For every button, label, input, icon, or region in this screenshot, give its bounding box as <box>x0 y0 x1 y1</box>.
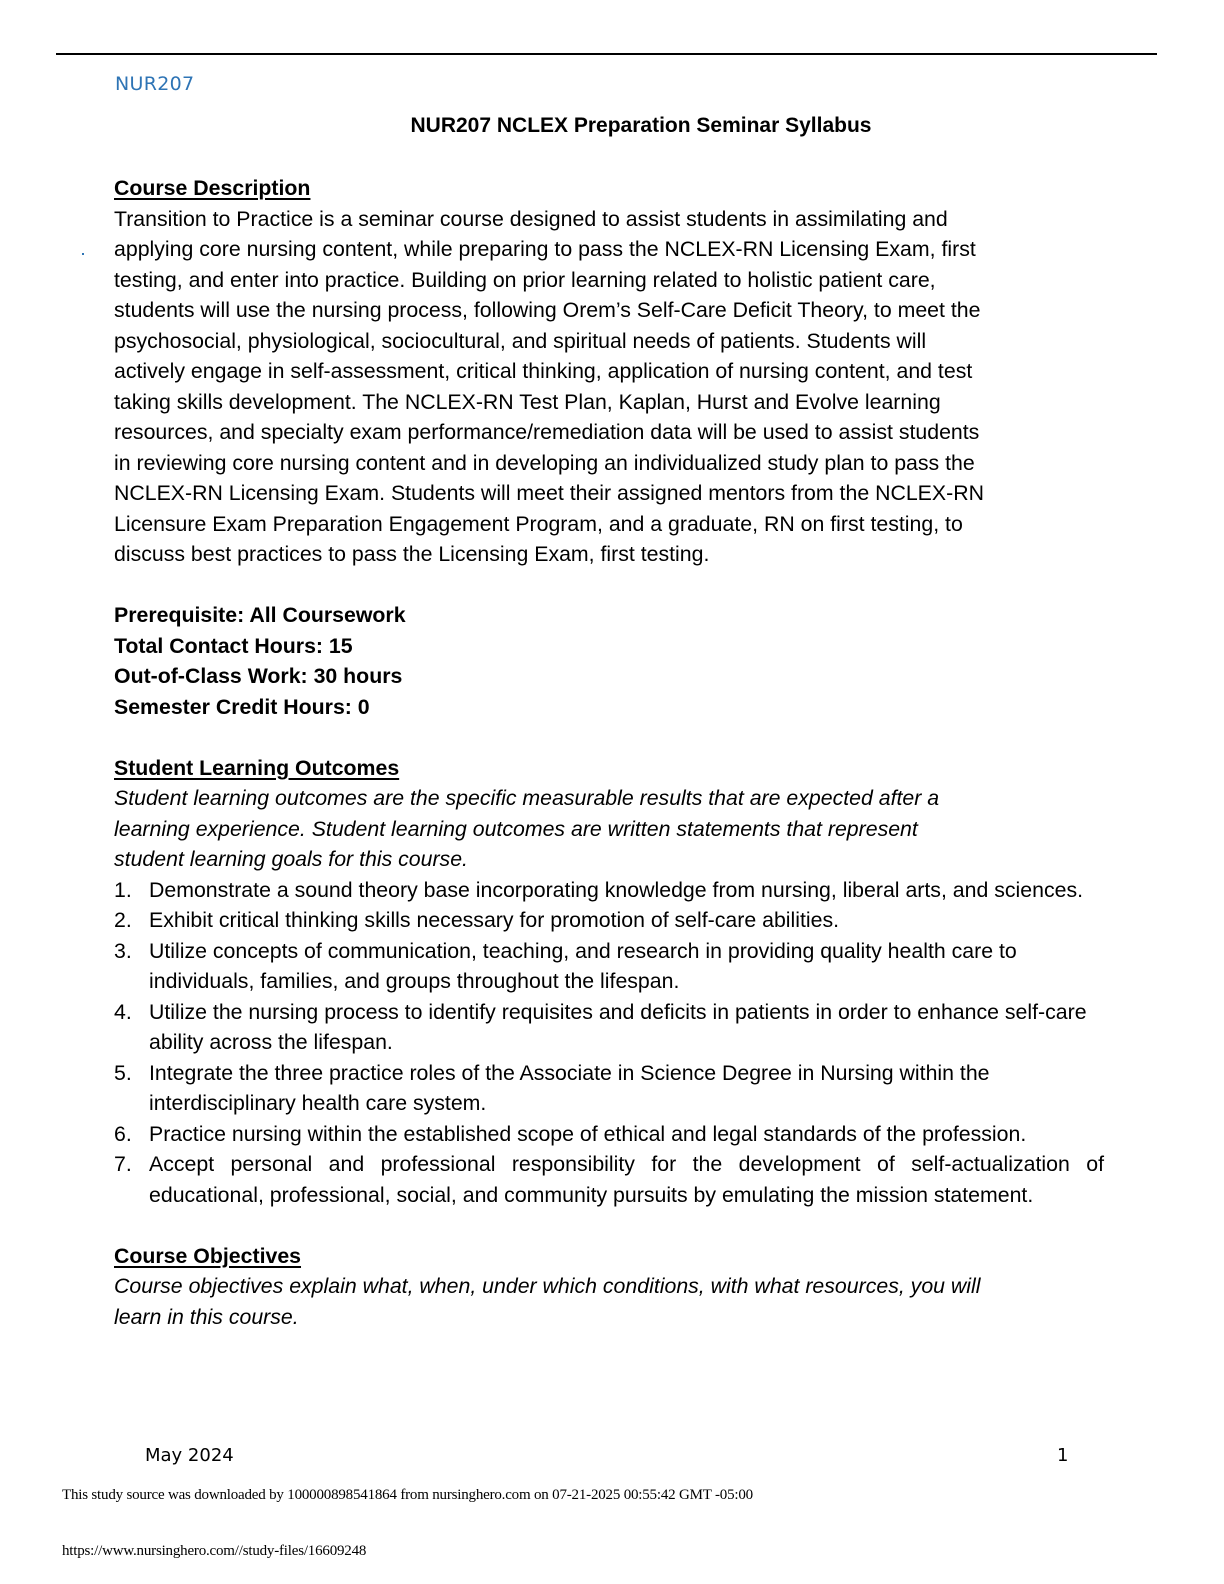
outcome-text: Integrate the three practice roles of the Associate in Science Degree in Nursing within the interdisciplinary health care system. <box>149 1060 990 1115</box>
outcome-item <box>114 875 1104 906</box>
outcome-item <box>114 936 1104 997</box>
course-objectives-section <box>114 1241 1104 1333</box>
margin-mark <box>82 253 84 255</box>
description-line: students will use the nursing process, following Orem’s Self-Care Deficit Theory, to meet the <box>114 298 981 322</box>
outcome-item <box>114 1119 1104 1150</box>
description-line: Licensure Exam Preparation Engagement Program, and a graduate, RN on first testing, to <box>114 511 963 536</box>
description-line: taking skills development. The NCLEX-RN Test Plan, Kaplan, Hurst and Evolve learning <box>114 389 941 414</box>
outcome-item <box>114 905 1104 936</box>
description-line: in reviewing core nursing content and in developing an individualized study plan to pass the <box>114 450 975 475</box>
outcome-text: Utilize concepts of communication, teaching, and research in providing quality health care to individuals, families, and groups throughout the lifespan. <box>149 938 1017 993</box>
description-line: resources, and specialty exam performance/remediation data will be used to assist students <box>114 420 980 444</box>
out-of-class-work: Out-of-Class Work: 30 hours <box>114 664 403 688</box>
outcome-number: 7. <box>114 1152 132 1176</box>
learning-outcomes-heading: Student Learning Outcomes <box>114 755 400 780</box>
header-course-code: NUR207 <box>115 73 195 95</box>
description-line: Transition to Practice is a seminar course designed to assist students in assimilating and <box>114 206 948 231</box>
course-info-block <box>114 600 1104 722</box>
outcome-number: 4. <box>114 999 132 1024</box>
course-description-text <box>114 204 1104 570</box>
description-line: NCLEX-RN Licensing Exam. Students will meet their assigned mentors from the NCLEX-RN <box>114 481 984 505</box>
outcome-text: Demonstrate a sound theory base incorporating knowledge from nursing, liberal arts, and sciences. <box>149 877 1084 902</box>
source-url[interactable]: https://www.nursinghero.com//study-files/16609248 <box>62 1543 367 1559</box>
footer-date: May 2024 <box>145 1445 234 1466</box>
outcome-text: Exhibit critical thinking skills necessary for promotion of self-care abilities. <box>149 908 840 932</box>
learning-outcomes-section <box>114 753 1104 1211</box>
objectives-intro-line: Course objectives explain what, when, under which conditions, with what resources, you will <box>114 1274 981 1298</box>
document-body <box>114 173 1104 1332</box>
outcome-text: Accept personal and professional responsibility for the development of self-actualization of educational, professional, social, and community pursuits by emulating the mission statement. <box>149 1152 1104 1207</box>
outcome-text: Practice nursing within the established scope of ethical and legal standards of the profession. <box>149 1121 1027 1146</box>
document-title: NUR207 NCLEX Preparation Seminar Syllabus <box>410 114 872 137</box>
outcomes-intro-line: Student learning outcomes are the specific measurable results that are expected after a <box>114 786 940 810</box>
page-number: 1 <box>1057 1445 1069 1466</box>
outcome-number: 1. <box>114 877 132 902</box>
outcome-item <box>114 1058 1104 1119</box>
outcome-number: 3. <box>114 938 132 963</box>
description-line: testing, and enter into practice. Building on prior learning related to holistic patient care, <box>114 267 936 292</box>
description-line: actively engage in self-assessment, critical thinking, application of nursing content, and test <box>114 359 973 383</box>
description-line: discuss best practices to pass the Licensing Exam, first testing. <box>114 542 710 566</box>
semester-credit-hours: Semester Credit Hours: 0 <box>114 694 370 719</box>
description-line: psychosocial, physiological, sociocultural, and spiritual needs of patients. Students will <box>114 328 927 353</box>
download-watermark: This study source was downloaded by 100000898541864 from nursinghero.com on 07-21-2025 00:55:42 GMT -05:00 <box>62 1487 753 1503</box>
description-line: applying core nursing content, while preparing to pass the NCLEX-RN Licensing Exam, first <box>114 237 976 261</box>
course-description-section <box>114 173 1104 570</box>
outcome-item <box>114 997 1104 1058</box>
course-description-heading: Course Description <box>114 176 311 200</box>
header-rule <box>56 53 1157 55</box>
objectives-intro-line: learn in this course. <box>114 1304 299 1329</box>
outcomes-intro-line: student learning goals for this course. <box>114 847 468 871</box>
outcome-number: 5. <box>114 1060 132 1085</box>
outcome-item <box>114 1149 1104 1210</box>
learning-outcomes-list <box>114 875 1104 1211</box>
outcome-text: Utilize the nursing process to identify requisites and deficits in patients in order to enhance self-care ability across the lifespan. <box>149 999 1087 1054</box>
outcome-number: 2. <box>114 908 132 932</box>
prerequisite: Prerequisite: All Coursework <box>114 603 406 627</box>
outcome-number: 6. <box>114 1121 132 1146</box>
total-contact-hours: Total Contact Hours: 15 <box>114 633 353 658</box>
outcomes-intro-line: learning experience. Student learning outcomes are written statements that represent <box>114 816 918 841</box>
course-objectives-heading: Course Objectives <box>114 1243 302 1268</box>
